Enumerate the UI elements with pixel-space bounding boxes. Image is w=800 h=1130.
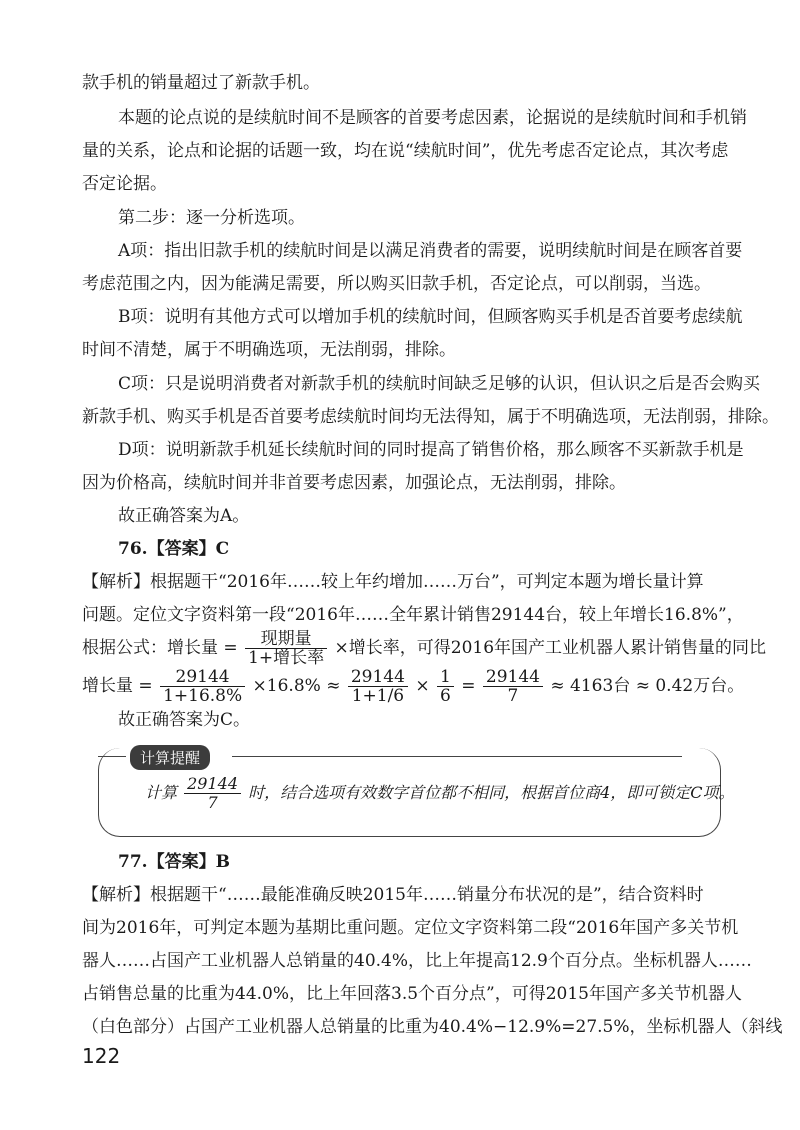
formula-text: ×增长率，可得2016年国产工业机器人累计销售量的同比 [334,638,767,658]
fraction-numerator: 29144 [160,668,245,687]
option-c-line: C项：只是说明消费者对新款手机的续航时间缺乏足够的认识，但认识之后是否会购买 [118,374,761,394]
answer-line: 故正确答案为C。 [118,710,251,730]
question-answer-77: 77.【答案】B [118,852,230,872]
fraction-numerator: 现期量 [245,630,327,649]
fraction-denominator: 1+增长率 [248,648,325,668]
tip-border [232,756,682,757]
text-line: 本题的论点说的是续航时间不是顾客的首要考虑因素，论据说的是续航时间和手机销 [118,108,747,128]
text-line: 款手机的销量超过了新款手机。 [82,73,320,93]
fraction [348,668,408,705]
explanation-77: 间为2016年，可判定本题为基期比重问题。定位文字资料第二段“2016年国产多关节机 [82,918,739,938]
fraction-denominator: 7 [207,793,218,812]
fraction [437,668,454,705]
option-c-line: 新款手机、购买手机是否首要考虑续航时间均无法得知，属于不明确选项，无法削弱，排除。 [82,407,779,427]
formula-text: 增长量 = [82,676,153,696]
fraction [245,630,327,667]
fraction-denominator: 6 [440,686,451,706]
page-number: 122 [82,1044,121,1068]
fraction-denominator: 1+1/6 [351,686,405,706]
text-line: 否定论据。 [82,174,167,194]
formula-text: 根据公式：增长量 = [82,638,238,658]
option-d-line: D项：说明新款手机延长续航时间的同时提高了销售价格，那么顾客不买新款手机是 [118,440,744,460]
tip-text-pre: 计算 [145,783,178,802]
fraction-numerator: 29144 [348,668,408,687]
fraction-numerator: 1 [437,668,454,687]
explanation-77: 器人……占国产工业机器人总销量的40.4%，比上年提高12.9个百分点。坐标机器人…… [82,951,752,971]
text-line: 第二步：逐一分析选项。 [118,208,305,228]
fraction [483,668,543,705]
tip-text-post: 时，结合选项有效数字首位都不相同，根据首位商4，即可锁定C项。 [248,783,735,802]
fraction-denominator: 7 [507,686,519,706]
explanation-77: （白色部分）占国产工业机器人总销量的比重为40.4%−12.9%=27.5%，坐标机器人（斜线 [82,1017,783,1037]
formula-text: ≈ 4163台 ≈ 0.42万台。 [550,676,745,696]
tip-badge: 计算提醒 [130,745,210,770]
option-b-line: B项：说明有其他方式可以增加手机的续航时间，但顾客购买手机是否首要考虑续航 [118,307,743,327]
answer-line: 故正确答案为A。 [118,506,250,526]
formula-text: ×16.8% ≈ [252,676,341,696]
fraction-numerator: 29144 [483,668,543,687]
formula-text: = [461,676,476,696]
explanation-77: 【解析】根据题干“……最能准确反映2015年……销量分布状况的是”，结合资料时 [82,885,704,905]
option-a-line: A项：指出旧款手机的续航时间是以满足消费者的需要，说明续航时间是在顾客首要 [118,241,743,261]
fraction-numerator: 29144 [184,775,241,794]
fraction-denominator: 1+16.8% [163,686,243,706]
text-line: 量的关系，论点和论据的话题一致，均在说“续航时间”，优先考虑否定论点，其次考虑 [82,141,729,161]
fraction [184,775,241,812]
formula-text: × [415,676,430,696]
option-a-line: 考虑范围之内，因为能满足需要，所以购买旧款手机，否定论点，可以削弱，当选。 [82,274,711,294]
tip-border [98,756,126,757]
fraction [160,668,245,705]
option-b-line: 时间不清楚，属于不明确选项，无法削弱，排除。 [82,340,456,360]
calculation-line [82,668,744,705]
formula-line [82,630,766,667]
explanation-77: 占销售总量的比重为44.0%，比上年回落3.5个百分点”，可得2015年国产多关节机器人 [82,984,742,1004]
tip-text [145,775,735,812]
option-d-line: 因为价格高，续航时间并非首要考虑因素，加强论点，无法削弱，排除。 [82,473,626,493]
explanation-76: 问题。定位文字资料第一段“2016年……全年累计销售29144台，较上年增长16.8%”， [82,605,744,625]
explanation-76: 【解析】根据题干“2016年……较上年约增加……万台”，可判定本题为增长量计算 [82,572,704,592]
question-answer-76: 76.【答案】C [118,539,230,559]
